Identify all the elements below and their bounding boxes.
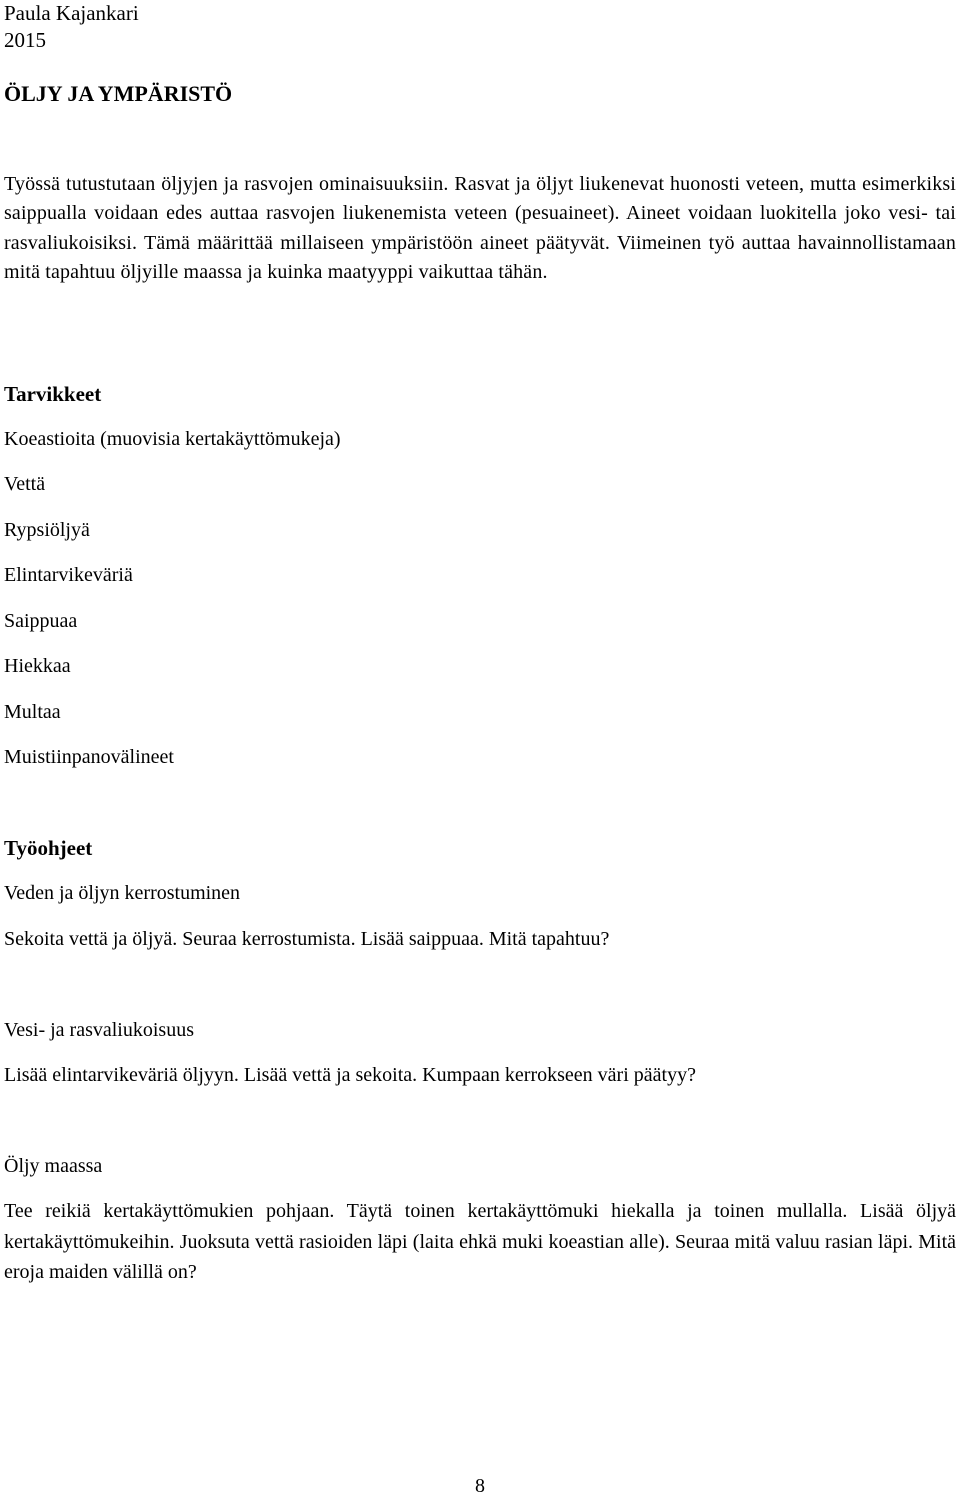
document-year: 2015 [4, 28, 46, 52]
list-item: Saippuaa [4, 610, 78, 632]
list-item: Muistiinpanovälineet [4, 746, 174, 768]
materials-heading: Tarvikkeet [4, 382, 102, 406]
section-text-oil-in-soil: Tee reikiä kertakäyttömukien pohjaan. Täytä toinen kertakäyttömuki hiekalla ja toinen mullalla. Lisää öljyä kertakäyttömukeihin. Juoksuta vettä rasioiden läpi (laita ehkä muki koeastian alle). Seuraa mitä valuu rasian läpi. Mitä eroja maiden välillä on? [4, 1200, 956, 1283]
section-title-solubility: Vesi- ja rasvaliukoisuus [4, 1019, 194, 1041]
list-item: Rypsiöljyä [4, 519, 90, 541]
section-title-oil-in-soil: Öljy maassa [4, 1155, 103, 1177]
list-item: Multaa [4, 701, 61, 723]
section-text-layering: Sekoita vettä ja öljyä. Seuraa kerrostumista. Lisää saippuaa. Mitä tapahtuu? [4, 928, 610, 950]
list-item: Vettä [4, 473, 46, 495]
section-text-solubility: Lisää elintarvikeväriä öljyyn. Lisää vettä ja sekoita. Kumpaan kerrokseen väri päätyy? [4, 1064, 696, 1086]
list-item: Elintarvikeväriä [4, 564, 133, 586]
list-item: Hiekkaa [4, 655, 71, 677]
instructions-heading: Työohjeet [4, 836, 93, 860]
list-item: Koeastioita (muovisia kertakäyttömukeja) [4, 428, 341, 450]
page-number: 8 [475, 1475, 485, 1497]
document-title: ÖLJY JA YMPÄRISTÖ [4, 81, 233, 106]
section-title-layering: Veden ja öljyn kerrostuminen [4, 882, 241, 904]
intro-paragraph: Työssä tutustutaan öljyjen ja rasvojen ominaisuuksiin. Rasvat ja öljyt liukenevat huonosti veteen, mutta esimerkiksi saippualla voidaan edes auttaa rasvojen liukenemista veteen (pesuaineet). Aineet voidaan luokitella joko vesi- tai rasvaliukoisiksi. Tämä määrittää millaiseen ympäristöön aineet päätyvät. Viimeinen työ auttaa havainnollistamaan mitä tapahtuu öljyille maassa ja kuinka maatyyppi vaikuttaa tähän. [4, 173, 956, 283]
author-name: Paula Kajankari [4, 1, 139, 25]
